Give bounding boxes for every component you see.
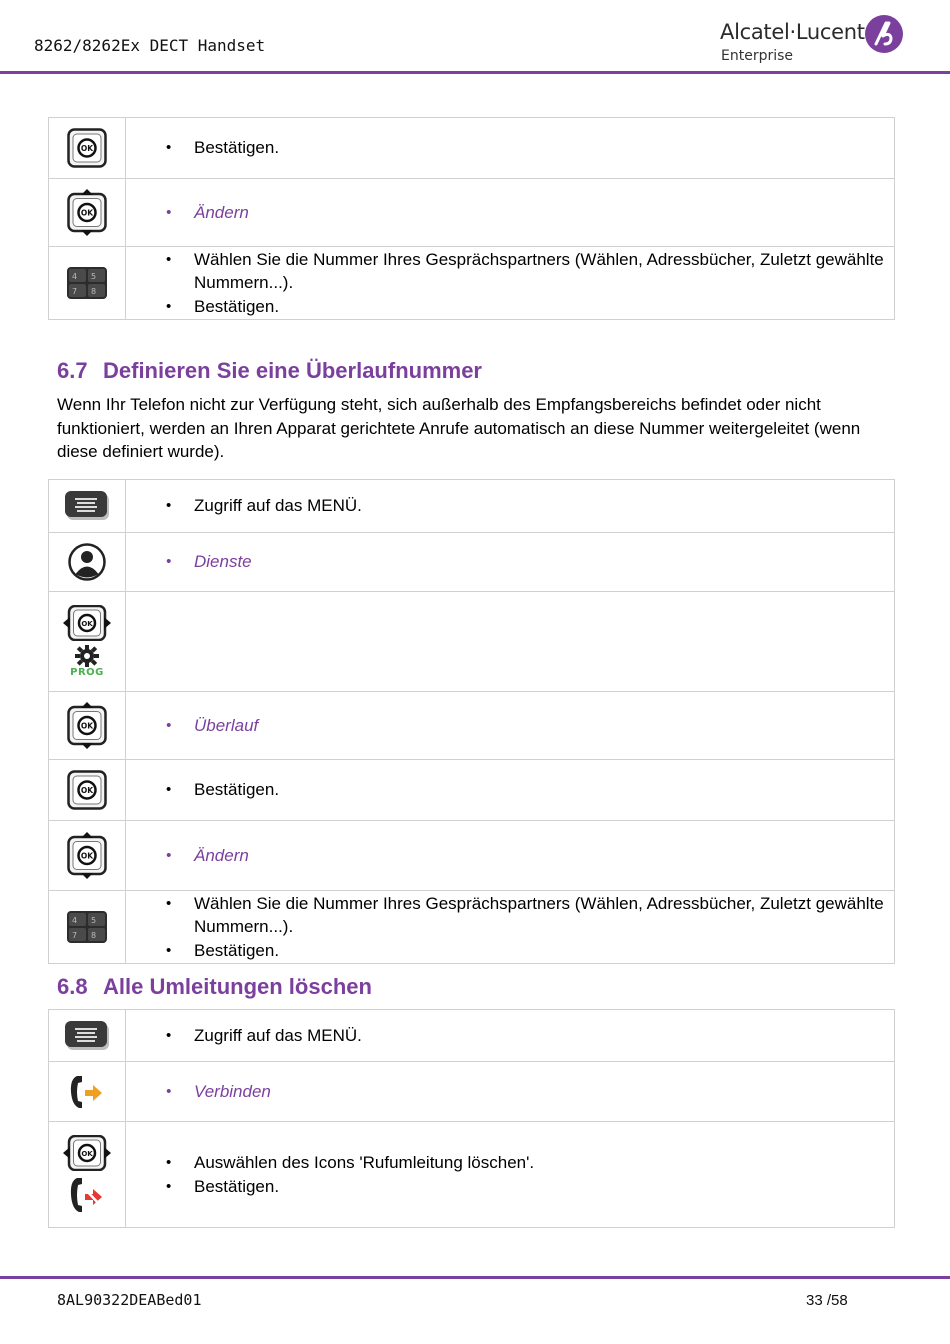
step-row (49, 592, 895, 692)
footer-rule (0, 1276, 950, 1279)
step-icon-cell (49, 821, 126, 891)
keypad-icon (67, 267, 107, 299)
svg-text:8: 8 (91, 287, 97, 296)
ok-navigator-leftright-icon (62, 1135, 112, 1171)
svg-text:OK: OK (80, 208, 94, 217)
step-row (49, 692, 895, 760)
step-list (166, 844, 894, 868)
step-text-cell (126, 1062, 895, 1122)
svg-text:OK: OK (81, 620, 93, 628)
svg-text:8: 8 (91, 931, 97, 940)
step-row (49, 179, 895, 247)
section-title: Definieren Sie eine Überlaufnummer (103, 358, 482, 383)
services-user-icon (68, 543, 106, 581)
svg-text:OK: OK (80, 786, 94, 795)
keypad-icon (67, 911, 107, 943)
section-title: Alle Umleitungen löschen (103, 974, 372, 999)
svg-text:OK: OK (80, 721, 94, 730)
step-list (166, 778, 894, 802)
step-row (49, 1122, 895, 1228)
step-list (166, 201, 894, 225)
svg-text:5: 5 (91, 916, 97, 925)
ok-icon (67, 770, 107, 810)
step-icon-cell (49, 592, 126, 692)
step-instruction: • Bestätigen. (194, 939, 894, 963)
svg-text:7: 7 (72, 287, 78, 296)
section-number: 6.7 (57, 358, 88, 383)
company-logo (720, 14, 910, 68)
step-text-cell (126, 118, 895, 179)
menu-item-reference: • Ändern (194, 201, 894, 225)
menu-key-icon (64, 1020, 110, 1052)
step-icon-cell (49, 247, 126, 320)
step-list (166, 494, 894, 518)
step-icon-cell (49, 1062, 126, 1122)
step-list (166, 136, 894, 160)
step-text-cell (126, 480, 895, 533)
step-row (49, 821, 895, 891)
svg-text:OK: OK (80, 851, 94, 860)
step-list (166, 892, 894, 963)
ok-navigator-leftright-icon (62, 605, 112, 641)
step-row (49, 891, 895, 964)
steps-table-2 (48, 479, 895, 964)
step-text-cell (126, 1122, 895, 1228)
svg-text:OK: OK (80, 144, 94, 153)
step-list (166, 550, 894, 574)
call-forward-icon (69, 1073, 105, 1111)
step-row (49, 1010, 895, 1062)
section-heading-6-8 (57, 974, 372, 1000)
step-instruction: • Bestätigen. (194, 778, 894, 802)
step-instruction: • Bestätigen. (194, 1175, 894, 1199)
step-text-cell (126, 821, 895, 891)
menu-key-icon (64, 490, 110, 522)
step-row (49, 247, 895, 320)
section-number: 6.8 (57, 974, 88, 999)
svg-text:5: 5 (91, 272, 97, 281)
step-icon-cell (49, 533, 126, 592)
step-icon-cell (49, 1122, 126, 1228)
step-instruction: • Bestätigen. (194, 295, 894, 319)
svg-text:4: 4 (72, 916, 78, 925)
menu-item-reference: • Verbinden (194, 1080, 894, 1104)
step-list (166, 1151, 894, 1198)
step-text-cell (126, 179, 895, 247)
svg-text:4: 4 (72, 272, 78, 281)
document-title: 8262/8262Ex DECT Handset (34, 36, 266, 55)
logo-mark-icon (864, 14, 904, 54)
step-icon-cell (49, 891, 126, 964)
step-text-cell (126, 592, 895, 692)
step-list (166, 248, 894, 319)
logo-subtitle: Enterprise (721, 48, 794, 64)
step-icon-cell (49, 480, 126, 533)
step-icon-cell (49, 692, 126, 760)
step-icon-cell (49, 179, 126, 247)
logo-name: Alcatel·Lucent (720, 20, 865, 44)
header-rule (0, 71, 950, 74)
step-row (49, 480, 895, 533)
section-heading-6-7 (57, 358, 482, 384)
menu-item-reference: • Dienste (194, 550, 894, 574)
step-row (49, 1062, 895, 1122)
step-list (166, 1080, 894, 1104)
step-text-cell (126, 247, 895, 320)
step-text-cell (126, 692, 895, 760)
step-row (49, 118, 895, 179)
step-list (166, 714, 894, 738)
page-number: 33 /58 (806, 1292, 848, 1309)
prog-label: PROG (70, 667, 104, 678)
steps-table-1 (48, 117, 895, 320)
step-text-cell (126, 533, 895, 592)
step-row (49, 760, 895, 821)
step-instruction: • Zugriff auf das MENÜ. (194, 1024, 894, 1048)
step-text-cell (126, 1010, 895, 1062)
ok-icon (67, 128, 107, 168)
step-list (166, 1024, 894, 1048)
steps-table-3 (48, 1009, 895, 1228)
menu-item-reference: • Überlauf (194, 714, 894, 738)
step-text-cell (126, 891, 895, 964)
prog-gear-icon (70, 645, 104, 667)
cancel-forward-icon (69, 1175, 105, 1215)
step-instruction: • Wählen Sie die Nummer Ihres Gesprächspartners (Wählen, Adressbücher, Zuletzt gewählte Nummern...). (194, 248, 894, 295)
menu-item-reference: • Ändern (194, 844, 894, 868)
step-instruction: • Zugriff auf das MENÜ. (194, 494, 894, 518)
svg-text:7: 7 (72, 931, 78, 940)
step-icon-cell (49, 118, 126, 179)
svg-text:OK: OK (81, 1149, 93, 1158)
ok-navigator-updown-icon (67, 832, 107, 880)
step-row (49, 533, 895, 592)
step-icon-cell (49, 760, 126, 821)
step-instruction: • Bestätigen. (194, 136, 894, 160)
step-text-cell (126, 760, 895, 821)
step-instruction: • Auswählen des Icons 'Rufumleitung löschen'. (194, 1151, 894, 1175)
step-instruction: • Wählen Sie die Nummer Ihres Gesprächspartners (Wählen, Adressbücher, Zuletzt gewählte Nummern...). (194, 892, 894, 939)
document-reference: 8AL90322DEABed01 (57, 1291, 202, 1309)
section-intro-paragraph: Wenn Ihr Telefon nicht zur Verfügung steht, sich außerhalb des Empfangsbereichs befindet oder nicht funktioniert, werden an Ihren Apparat gerichtete Anrufe automatisch an diese Nummer weitergeleitet (wenn diese definiert wurde). (57, 395, 861, 461)
step-icon-cell (49, 1010, 126, 1062)
ok-navigator-updown-icon (67, 189, 107, 237)
ok-navigator-updown-icon (67, 702, 107, 750)
